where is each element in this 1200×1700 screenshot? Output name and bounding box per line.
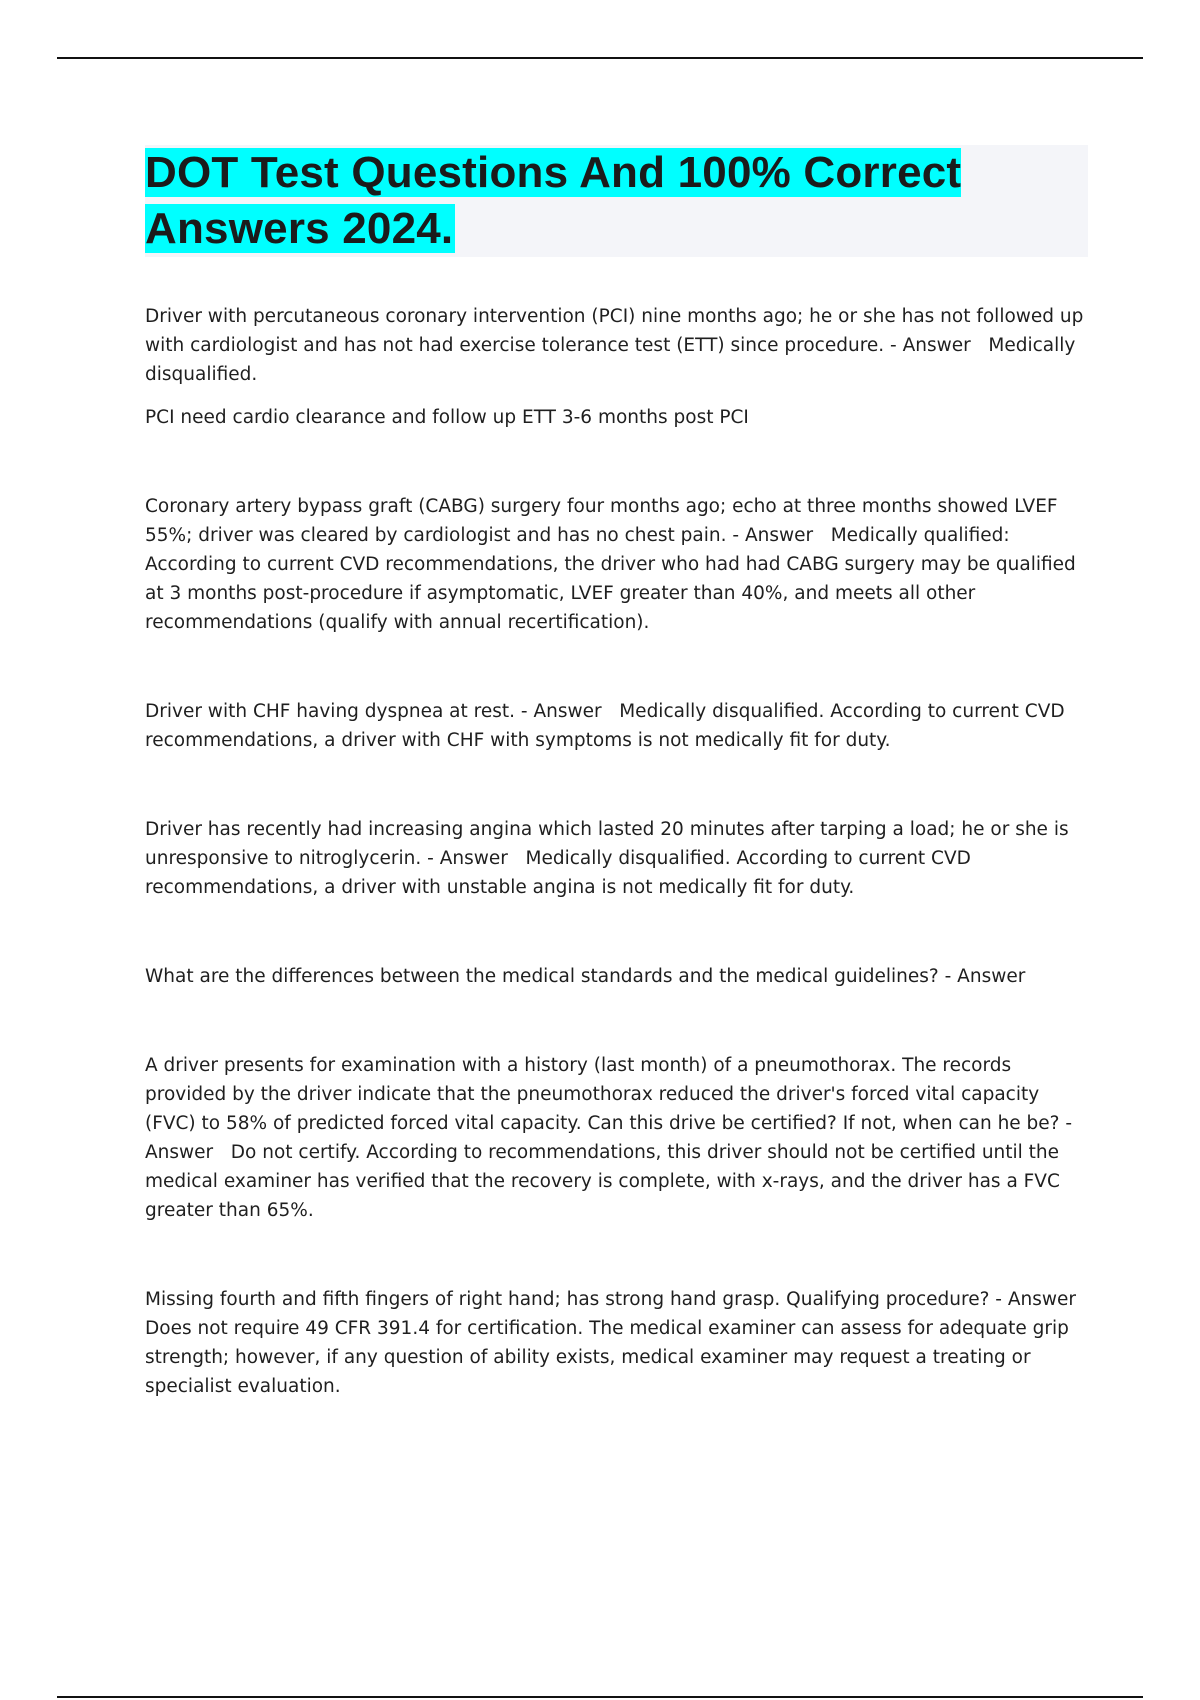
qa-item-fingers: Missing fourth and fifth fingers of right hand; has strong hand grasp. Qualifying procedure? - Answer Does not require 49 CFR 391.4 for certification. The medical examiner can assess for adequate grip strength; however, if any question of ability exists, medical examiner may request a treating or specialist evaluation. <box>145 1289 1082 1397</box>
qa-item-chf: Driver with CHF having dyspnea at rest. - Answer Medically disqualified. According to current CVD recommendations, a driver with CHF with symptoms is not medically fit for duty. <box>145 701 1071 751</box>
title-block <box>145 145 1088 257</box>
qa-item-standards: What are the differences between the medical standards and the medical guidelines? - Answer <box>145 966 1026 987</box>
title-highlight: DOT Test Questions And 100% Correct Answers 2024. <box>145 148 962 253</box>
document-body <box>145 302 1090 1401</box>
qa-item-cabg: Coronary artery bypass graft (CABG) surgery four months ago; echo at three months showed LVEF 55%; driver was cleared by cardiologist and has no chest pain. - Answer Medically qualified: According to current CVD recommendations, the driver who had had CABG surgery may be qualified at 3 months post-procedure if asymptomatic, LVEF greater than 40%, and meets all other recommendations (qualify with annual recertification). <box>145 496 1082 633</box>
qa-note-pci: PCI need cardio clearance and follow up ETT 3-6 months post PCI <box>145 407 749 428</box>
qa-item-angina: Driver has recently had increasing angina which lasted 20 minutes after tarping a load; he or she is unresponsive to nitroglycerin. - Answer Medically disqualified. According to current CVD recommendations, a driver with unstable angina is not medically fit for duty. <box>145 819 1075 898</box>
header-rule <box>57 57 1143 59</box>
qa-item-pneumothorax: A driver presents for examination with a history (last month) of a pneumothorax. The records provided by the driver indicate that the pneumothorax reduced the driver's forced vital capacity (FVC) to 58% of predicted forced vital capacity. Can this drive be certified? If not, when can he be? - Answer Do not certify. According to recommendations, this driver should not be certified until the medical examiner has verified that the recovery is complete, with x-rays, and the driver has a FVC greater than 65%. <box>145 1055 1078 1221</box>
footer-rule <box>57 1696 1143 1698</box>
page-title <box>145 145 1088 257</box>
qa-item-pci: Driver with percutaneous coronary intervention (PCI) nine months ago; he or she has not followed up with cardiologist and has not had exercise tolerance test (ETT) since procedure. - Answer Medically disqualified. <box>145 306 1090 385</box>
